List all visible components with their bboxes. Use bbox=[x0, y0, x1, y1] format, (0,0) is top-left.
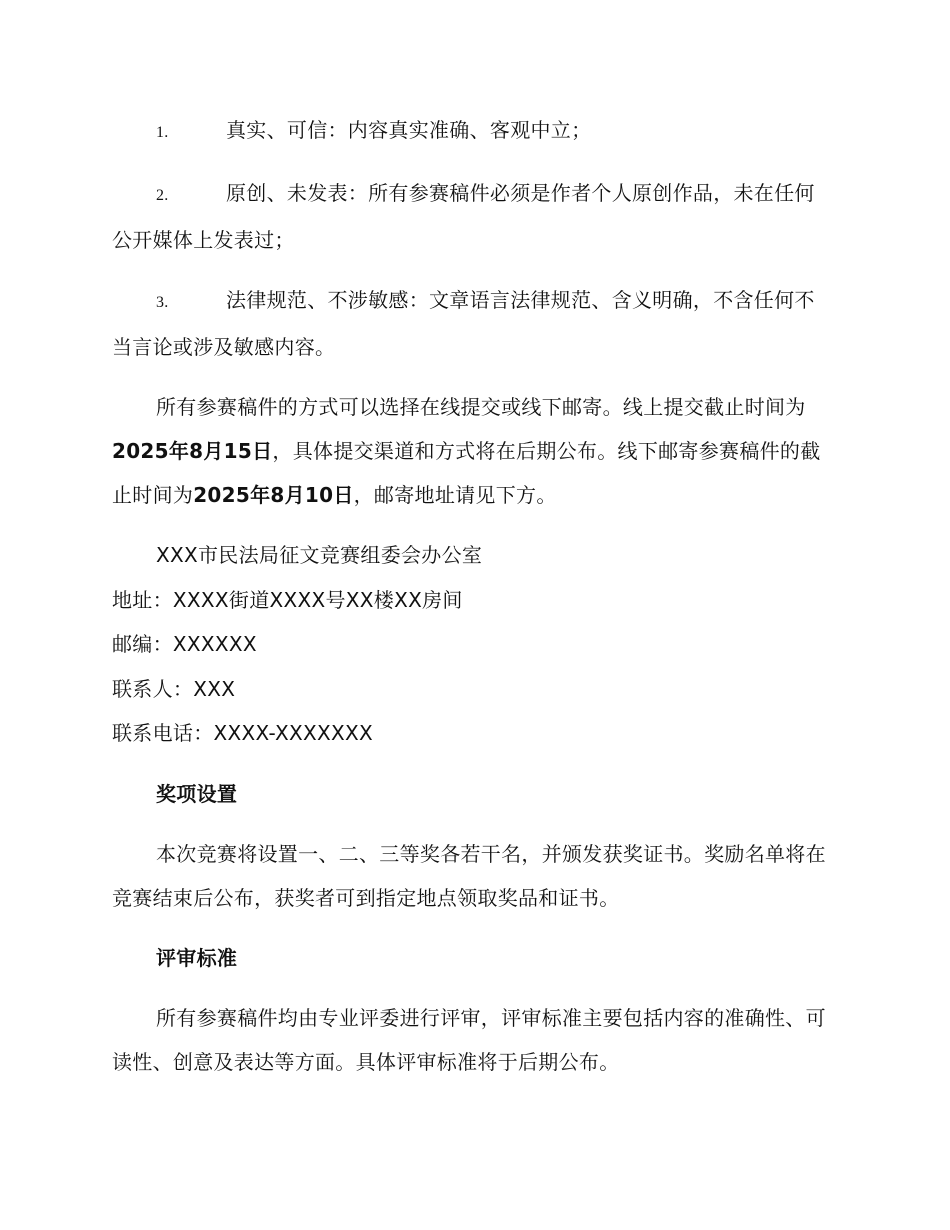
submission-text-1: 所有参赛稿件的方式可以选择在线提交或线下邮寄。线上提交截止时间为 bbox=[156, 395, 806, 419]
list-text: 真实、可信：内容真实准确、客观中立； bbox=[226, 118, 592, 142]
criteria-paragraph: 所有参赛稿件均由专业评委进行评审，评审标准主要包括内容的准确性、可读性、创意及表达等方面。具体评审标准将于后期公布。 bbox=[112, 1005, 826, 1074]
document-body bbox=[112, 108, 834, 1100]
criteria-heading: 评审标准 bbox=[156, 945, 238, 970]
awards-heading: 奖项设置 bbox=[156, 781, 238, 806]
list-number: 2. bbox=[156, 187, 169, 204]
postcode-line: 邮编：XXXXXX bbox=[112, 632, 257, 656]
offline-deadline: 2025年8月10日 bbox=[193, 483, 354, 507]
list-number: 3. bbox=[156, 294, 169, 311]
online-deadline: 2025年8月15日 bbox=[112, 439, 273, 463]
list-text: 法律规范、不涉敏感：文章语言法律规范、含义明确，不含任何不当言论或涉及敏感内容。 bbox=[112, 288, 815, 359]
list-number: 1. bbox=[156, 124, 169, 141]
submission-text-2: ，具体提交渠道和方式将在后期公布。线下邮寄参赛稿件的截止时间为 bbox=[112, 439, 821, 507]
office-name: XXX市民法局征文竞赛组委会办公室 bbox=[156, 543, 483, 567]
awards-paragraph: 本次竞赛将设置一、二、三等奖各若干名，并颁发获奖证书。奖励名单将在竞赛结束后公布，获奖者可到指定地点领取奖品和证书。 bbox=[112, 841, 826, 910]
phone-line: 联系电话：XXXX-XXXXXXX bbox=[112, 721, 374, 745]
contact-line: 联系人：XXX bbox=[112, 676, 236, 701]
address-line: 地址：XXXX街道XXXX号XX楼XX房间 bbox=[112, 587, 463, 612]
requirement-item-1 bbox=[112, 108, 834, 155]
requirement-item-2 bbox=[112, 171, 834, 262]
submission-paragraph bbox=[112, 385, 834, 517]
requirement-item-3 bbox=[112, 278, 834, 369]
submission-text-3: ，邮寄地址请见下方。 bbox=[353, 483, 557, 507]
mailing-address-block bbox=[112, 533, 834, 756]
list-text: 原创、未发表：所有参赛稿件必须是作者个人原创作品，未在任何公开媒体上发表过； bbox=[112, 181, 815, 252]
